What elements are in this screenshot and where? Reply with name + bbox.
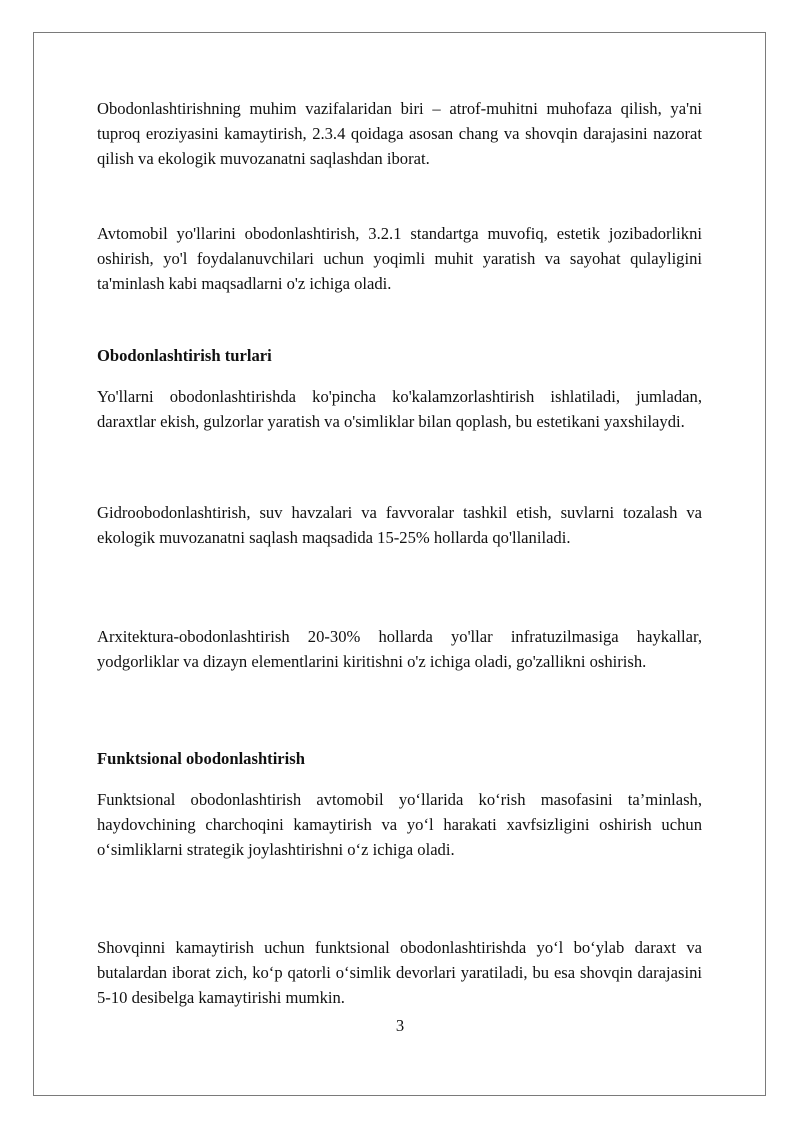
paragraph-environment-protection: Obodonlashtirishning muhim vazifalaridan biri – atrof-muhitni muhofaza qilish, ya'ni tuproq eroziyasini kamaytirish, 2.3.4 qoidaga asosan chang va shovqin darajasini nazorat qilish va ekologik muvozanatni saqlashdan iborat. [97, 99, 702, 168]
heading-functional-landscaping: Funktsional obodonlashtirish [97, 749, 305, 768]
paragraph-functional-landscaping: Funktsional obodonlashtirish avtomobil yo‘llarida ko‘rish masofasini ta’minlash, haydovchining charchoqini kamaytirish va yo‘l harakati xavfsizligini oshirish uchun o‘simliklarni strategik joylashtirishni o‘z ichiga oladi. [97, 790, 702, 859]
heading-landscaping-types: Obodonlashtirish turlari [97, 346, 272, 365]
paragraph-hydro-landscaping: Gidroobodonlashtirish, suv havzalari va favvoralar tashkil etish, suvlarni tozalash va ekologik muvozanatni saqlash maqsadida 15-25% hollarda qo'llaniladi. [97, 503, 702, 547]
paragraph-greening: Yo'llarni obodonlashtirishda ko'pincha ko'kalamzorlashtirish ishlatiladi, jumladan, daraxtlar ekish, gulzorlar yaratish va o'simliklar bilan qoplash, bu estetikani yaxshilaydi. [97, 387, 702, 431]
paragraph-road-landscaping: Avtomobil yo'llarini obodonlashtirish, 3.2.1 standartga muvofiq, estetik jozibadorlikni oshirish, yo'l foydalanuvchilari uchun yoqimli muhit yaratish va sayohat qulayligini ta'minlash kabi maqsadlarni o'z ichiga oladi. [97, 224, 702, 293]
paragraph-noise-reduction: Shovqinni kamaytirish uchun funktsional obodonlashtirishda yo‘l bo‘ylab daraxt va butalardan iborat zich, ko‘p qatorli o‘simlik devorlari yaratiladi, bu esa shovqin darajasini 5-10 desibelga kamaytirishi mumkin. [97, 938, 702, 1007]
paragraph-architectural-landscaping: Arxitektura-obodonlashtirish 20-30% hollarda yo'llar infratuzilmasiga haykallar, yodgorliklar va dizayn elementlarini kiritishni o'z ichiga oladi, go'zallikni oshirish. [97, 627, 702, 671]
page-number: 3 [395, 1016, 405, 1035]
